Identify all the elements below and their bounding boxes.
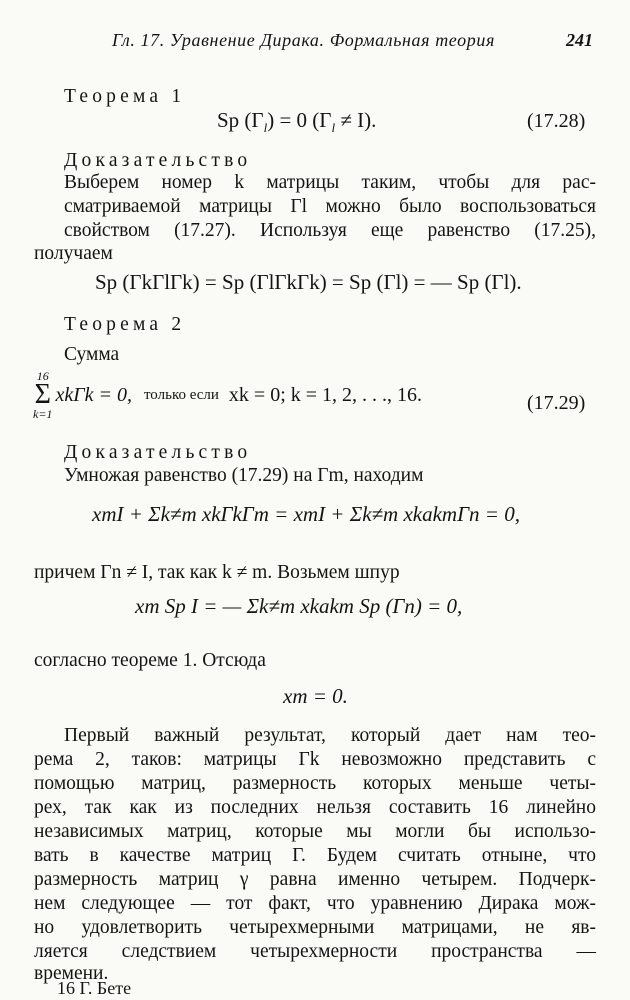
proof2-line-3: согласно теореме 1. Отсюда: [34, 650, 266, 671]
theorem2-equation: 16 Σ k=1 xkΓk = 0, только если xk = 0; k = 1, 2, . . ., 16.: [33, 369, 423, 421]
page-number: 241: [566, 30, 593, 50]
paragraph-line-6: вать в качестве матриц Γ. Будем считать отныне, что: [34, 845, 596, 866]
proof2-equation-2: xm Sp I = — Σk≠m xkakm Sp (Γn) = 0,: [135, 594, 463, 618]
proof1-line-4: получаем: [34, 243, 113, 264]
theorem1-heading: Теорема 1: [64, 86, 186, 107]
paragraph-line-3: помощью матриц, размерность которых меньше четы-: [34, 773, 596, 794]
proof1-equation: Sp (ΓkΓlΓk) = Sp (ΓlΓkΓk) = Sp (Γl) = — Sp (Γl).: [95, 270, 522, 294]
proof1-heading: Доказательство: [64, 150, 252, 171]
paragraph-line-9: но удовлетворить четырехмерными матрицами, не яв-: [34, 917, 596, 938]
paragraph-line-1: Первый важный результат, который дает нам тео-: [64, 725, 596, 746]
paragraph-line-5: независимых матриц, которые мы могли бы использо-: [34, 821, 596, 842]
proof2-equation-3: xm = 0.: [283, 684, 348, 708]
paragraph-line-2: рема 2, таков: матрицы Γk невозможно представить с: [34, 749, 596, 770]
theorem1-equation: Sp $(\Gamma_l) = 0$ $(\Gamma_l \ne I)$.: [217, 108, 377, 136]
paragraph-line-10: ляется следствием четырехмерности пространства —: [34, 941, 596, 962]
theorem2-intro: Сумма: [64, 344, 120, 365]
proof2-line-1: Умножая равенство (17.29) на Γm, находим: [64, 465, 424, 486]
paragraph-line-7: размерность матриц γ равна именно четырем. Подчерк-: [34, 869, 596, 890]
paragraph-line-8: нем следующее — тот факт, что уравнению Дирака мож-: [34, 893, 596, 914]
paragraph-last-line: времени.: [34, 963, 109, 984]
paragraph-line-4: рех, так как из последних нельзя составить 16 линейно: [34, 797, 596, 818]
proof1-line-3: свойством (17.27). Используя еще равенство (17.25),: [64, 220, 596, 241]
proof2-heading: Доказательство: [64, 442, 252, 463]
signature-mark: 16 Г. Бете: [57, 978, 132, 998]
proof1-line-1: Выберем номер k матрицы таким, чтобы для рас-: [64, 172, 596, 193]
theorem2-heading: Теорема 2: [64, 314, 186, 335]
summation-sign: 16 Σ k=1: [33, 369, 53, 421]
equation-number-17-29: (17.29): [527, 392, 586, 414]
proof2-line-2: причем Γn ≠ I, так как k ≠ m. Возьмем шпур: [34, 562, 400, 583]
proof2-equation-1: xmI + Σk≠m xkΓkΓm = xmI + Σk≠m xkakmΓn = 0,: [92, 502, 520, 526]
proof1-line-2: сматриваемой матрицы Γl можно было воспользоваться: [64, 196, 596, 217]
equation-number-17-28: (17.28): [527, 110, 586, 132]
running-title: Гл. 17. Уравнение Дирака. Формальная теория: [112, 30, 495, 50]
